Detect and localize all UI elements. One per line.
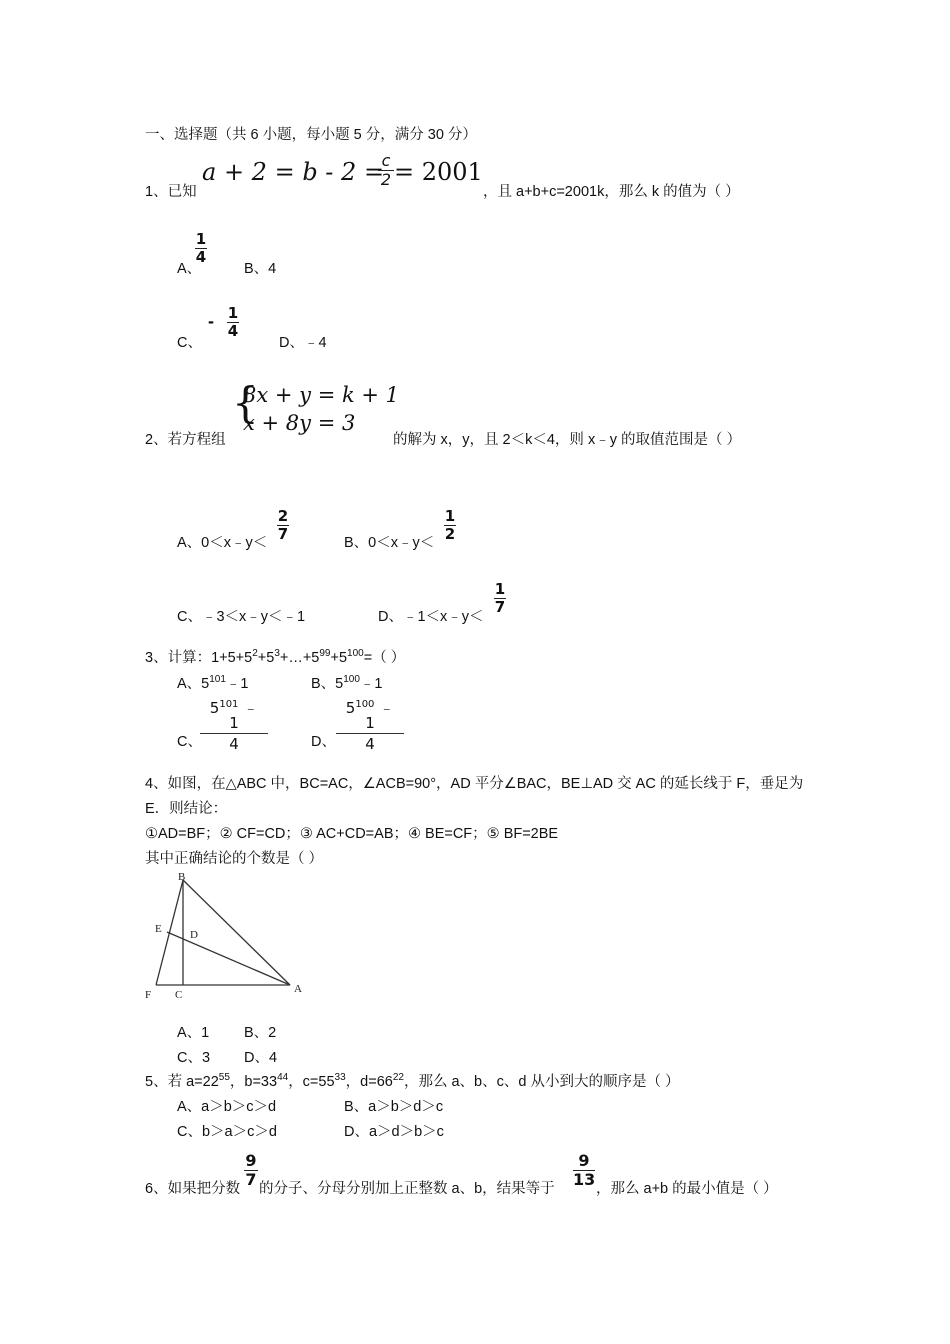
frac-den: 7 (277, 525, 289, 543)
q3-prefix: 3、计算：1+5+5 (145, 650, 253, 666)
q3-part: +…+5 (279, 650, 320, 666)
q5-stem (145, 1072, 680, 1090)
line-ea (167, 932, 290, 985)
base: 5 (209, 699, 220, 717)
frac-num (200, 701, 268, 733)
q4-line1: 4、如图，在△ABC 中，BC=AC，∠ACB=90°，AD 平分∠BAC，BE⊥AD 交 AC 的延长线于 F，垂足为 (145, 776, 804, 792)
q1-formula (202, 160, 384, 184)
q2-option-d-text: D、﹣1＜x﹣y＜ (378, 609, 484, 625)
q1-frac-den: 2 (380, 170, 392, 189)
q3-option-b-exp: 100 (343, 674, 360, 686)
q5-option-b: B、a＞b＞d＞c (344, 1099, 444, 1115)
frac-num: 9 (578, 1151, 590, 1170)
q3-option-d-label: D、 (311, 734, 336, 750)
frac-num (336, 701, 404, 733)
q3-suffix: =（ ） (363, 650, 406, 666)
q1-option-c-fraction (227, 306, 239, 339)
q4-option-a: A、1 (177, 1025, 210, 1041)
q1-option-c-label: C、 (177, 335, 202, 351)
label-f: F (145, 989, 152, 1001)
q5-exp: 33 (334, 1072, 346, 1084)
q3-option-a-exp: 101 (209, 674, 226, 686)
q6-prefix: 6、如果把分数 (145, 1181, 241, 1197)
q3-stem (145, 648, 406, 666)
q2-prefix: 2、若方程组 (145, 432, 226, 448)
q4-option-c: C、3 (177, 1050, 211, 1066)
frac-den: 13 (573, 1170, 596, 1189)
q3-option-b-base: B、5 (311, 676, 344, 692)
line-ba (183, 880, 290, 985)
q3-option-a (177, 674, 249, 692)
frac-num: 2 (277, 507, 289, 525)
q3-part: +5 (257, 650, 275, 666)
q1-formula-fraction (378, 153, 394, 188)
frac-num: 1 (494, 580, 506, 598)
q2-suffix: 的解为 x，y，且 2＜k＜4，则 x﹣y 的取值范围是（ ） (393, 432, 742, 448)
q1-option-a-fraction (195, 232, 207, 265)
q3-exp: 3 (274, 648, 280, 660)
q4-line4: 其中正确结论的个数是（ ） (145, 851, 324, 867)
q1-formula-rhs: = 2001 (394, 158, 483, 186)
tail: ﹣1 (365, 699, 395, 732)
q3-option-a-tail: ﹣1 (225, 676, 249, 692)
exp: 101 (219, 699, 239, 710)
frac-den: 4 (365, 735, 375, 753)
q5-exp: 22 (392, 1072, 404, 1084)
q2-eq1: 8x + y = k + 1 (243, 383, 399, 407)
q3-part: +5 (330, 650, 348, 666)
q6-fraction-2 (573, 1153, 595, 1188)
frac-num: 1 (227, 304, 239, 322)
q6-middle: 的分子、分母分别加上正整数 a、b，结果等于 (259, 1181, 555, 1197)
q1-frac-num: c (381, 151, 391, 170)
frac-den: 4 (195, 248, 207, 266)
q4-option-d: D、4 (244, 1050, 278, 1066)
q1-option-a-label: A、 (177, 261, 202, 277)
q2-option-c: C、﹣3＜x﹣y＜﹣1 (177, 609, 306, 625)
q3-exp: 2 (252, 648, 258, 660)
q2-option-a-fraction (277, 509, 289, 542)
q5-suffix: ，那么 a、b、c、d 从小到大的顺序是（ ） (403, 1074, 680, 1090)
q2-option-b-text: B、0＜x﹣y＜ (344, 535, 435, 551)
section-title: 一、选择题（共 6 小题，每小题 5 分，满分 30 分） (145, 127, 477, 143)
q5-option-d: D、a＞d＞b＞c (344, 1124, 444, 1140)
q6-suffix: ，那么 a+b 的最小值是（ ） (596, 1181, 778, 1197)
q2-eq2: x + 8y = 3 (243, 411, 356, 435)
q1-formula-lhs: a + 2 = b - 2 = (202, 158, 385, 186)
q1-prefix: 1、已知 (145, 184, 197, 200)
q5-exp: 44 (277, 1072, 289, 1084)
frac-num: 1 (195, 230, 207, 248)
label-a: A (294, 983, 302, 995)
base: 5 (345, 699, 356, 717)
q4-line3: ①AD=BF；② CF=CD；③ AC+CD=AB；④ BE=CF；⑤ BF=2BE (145, 826, 559, 842)
q3-option-b-tail: ﹣1 (359, 676, 383, 692)
q2-option-a-text: A、0＜x﹣y＜ (177, 535, 268, 551)
q4-line2: E．则结论： (145, 801, 228, 817)
q3-option-d-fraction (336, 701, 404, 752)
q3-exp: 99 (319, 648, 331, 660)
q5-prefix: 5、若 a=22 (145, 1074, 219, 1090)
q3-option-b (311, 674, 383, 692)
label-d: D (190, 929, 198, 941)
frac-num: 1 (444, 507, 456, 525)
q4-option-b: B、2 (244, 1025, 277, 1041)
q5-part: ，d=66 (345, 1074, 393, 1090)
label-e: E (155, 923, 162, 935)
frac-den: 7 (245, 1170, 257, 1189)
q3-option-c-fraction (200, 701, 268, 752)
exp: 100 (355, 699, 375, 710)
frac-den: 4 (227, 322, 239, 340)
q2-option-b-fraction (444, 509, 456, 542)
q1-option-d: D、﹣4 (279, 335, 327, 351)
frac-den: 7 (494, 598, 506, 616)
q1-option-c-sign: - (208, 311, 214, 331)
frac-den: 2 (444, 525, 456, 543)
frac-num: 9 (245, 1151, 257, 1170)
label-c: C (175, 989, 183, 1001)
q4-triangle-figure (140, 868, 315, 1003)
q2-brace: { (232, 378, 259, 427)
q3-exp: 100 (347, 648, 364, 660)
q3-option-c-label: C、 (177, 734, 202, 750)
label-b: B (178, 871, 186, 883)
q1-option-b: B、4 (244, 261, 277, 277)
q5-part: ，b=33 (229, 1074, 278, 1090)
q5-option-c: C、b＞a＞c＞d (177, 1124, 277, 1140)
q1-suffix: ，且 a+b+c=2001k，那么 k 的值为（ ） (483, 184, 740, 200)
tail: ﹣1 (229, 699, 259, 732)
q6-fraction-1 (244, 1153, 258, 1188)
q3-option-a-base: A、5 (177, 676, 210, 692)
frac-den: 4 (229, 735, 239, 753)
q5-option-a: A、a＞b＞c＞d (177, 1099, 277, 1115)
q2-option-d-fraction (494, 582, 506, 615)
q5-part: ，c=55 (288, 1074, 335, 1090)
q5-exp: 55 (218, 1072, 230, 1084)
